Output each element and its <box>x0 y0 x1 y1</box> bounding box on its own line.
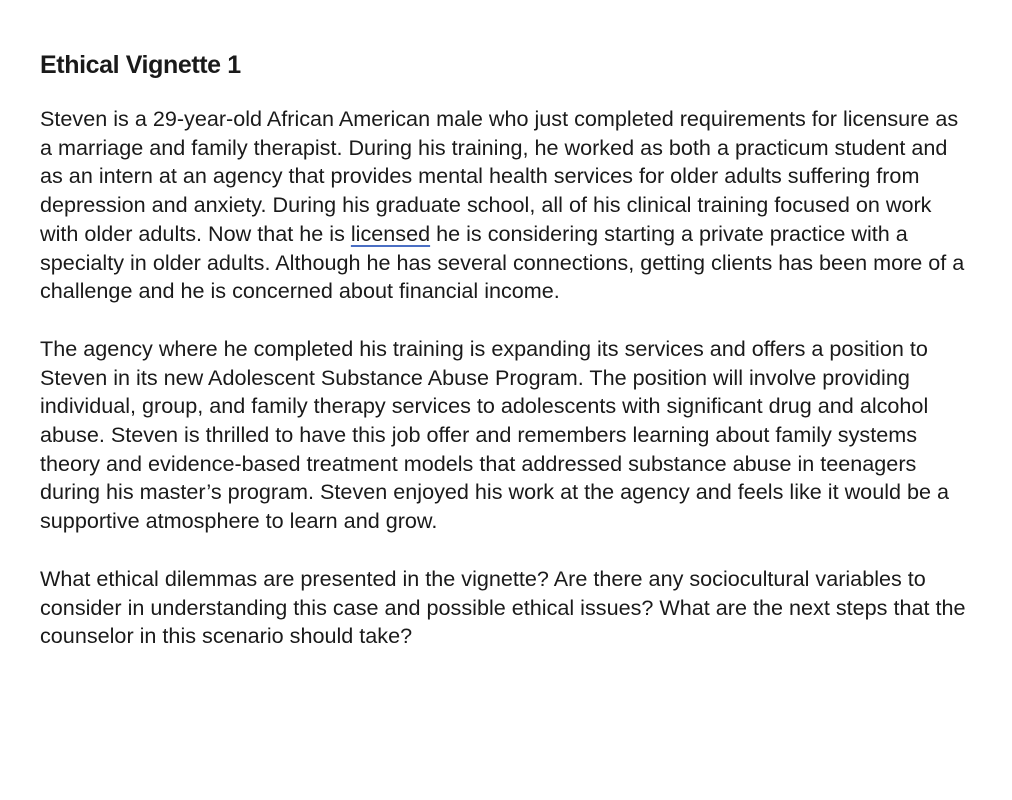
document-body <box>40 49 972 680</box>
spellcheck-flagged-word[interactable]: licensed <box>350 220 431 246</box>
paragraph-1-text-before: Steven is a 29-year-old African American male who just completed requirements for licensure as a marriage and family therapist. During his training, he worked as both a practicum student and as an intern at an agency that provides mental health services for older adults suffering from depression and anxiety. During his graduate school, all of his clinical training focused on work with older adults. Now that he is <box>40 106 959 246</box>
document-title: Ethical Vignette 1 <box>40 51 241 79</box>
paragraph-3[interactable]: What ethical dilemmas are presented in the vignette? Are there any sociocultural variables to consider in understanding this case and possible ethical issues? What are the next steps that the counselor in this scenario should take? <box>40 565 966 649</box>
paragraph-2[interactable]: The agency where he completed his training is expanding its services and offers a position to Steven in its new Adolescent Substance Abuse Program. The position will involve providing individual, group, and family therapy services to adolescents with significant drug and alcohol abuse. Steven is thrilled to have this job offer and remembers learning about family systems theory and evidence-based treatment models that addressed substance abuse in teenagers during his master’s program. Steven enjoyed his work at the agency and feels like it would be a supportive atmosphere to learn and grow. <box>40 335 950 534</box>
paragraph-1[interactable] <box>40 105 972 306</box>
paragraph-1-text-after: he is considering starting a private practice with a specialty in older adults. Although he has several connections, getting clients has been more of a challenge and he is concerned about financial income. <box>40 220 965 304</box>
